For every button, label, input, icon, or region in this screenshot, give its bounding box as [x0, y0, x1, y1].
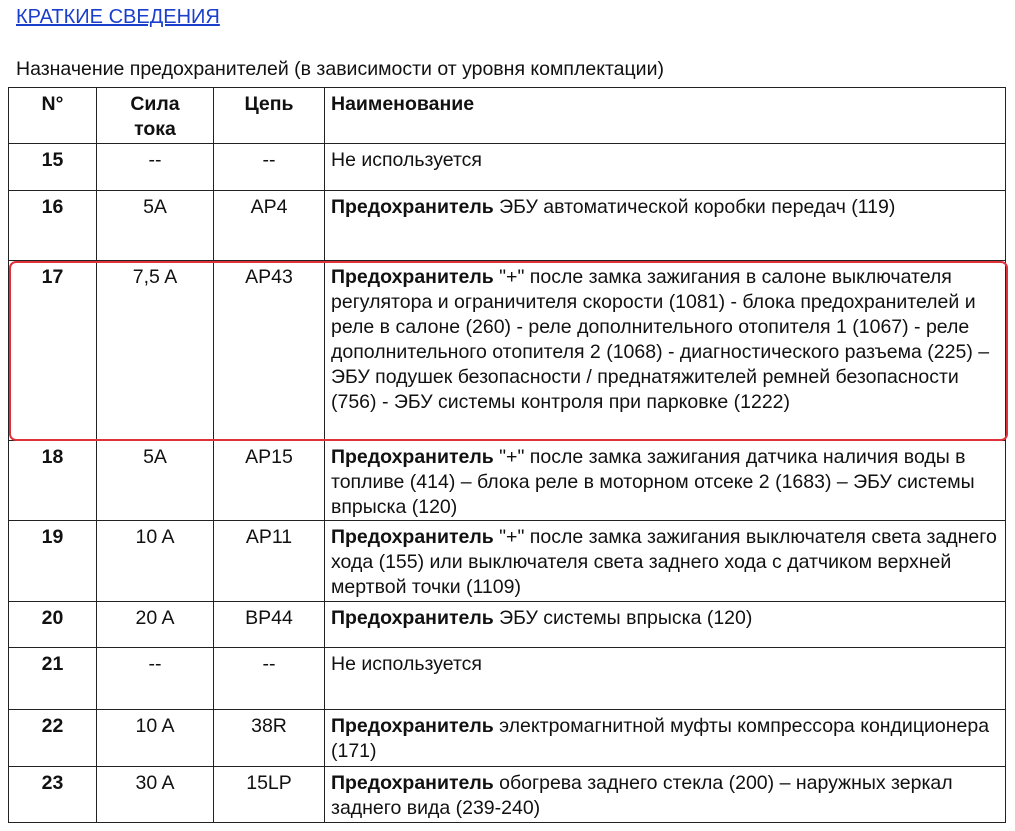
cell-name: [325, 767, 1006, 823]
cell-name-text: обогрева заднего стекла (200) – наружных зеркал заднего вида (239-240): [331, 772, 953, 819]
cell-circuit: 15LP: [214, 767, 325, 823]
cell-amperage: 20 A: [97, 602, 214, 648]
cell-amperage: 5A: [97, 191, 214, 261]
cell-amperage: --: [97, 648, 214, 710]
cell-no: 18: [9, 441, 97, 521]
cell-circuit: --: [214, 144, 325, 191]
table-row: [9, 648, 1006, 710]
cell-circuit: AP11: [214, 521, 325, 602]
summary-link[interactable]: КРАТКИЕ СВЕДЕНИЯ: [16, 6, 220, 28]
cell-name: [325, 144, 1006, 191]
cell-no: 19: [9, 521, 97, 602]
table-caption: Назначение предохранителей (в зависимости от уровня комплектации): [16, 58, 664, 80]
cell-name-text: "+" после замка зажигания выключателя света заднего хода (155) или выключателя света заднего хода с датчиком верхней мертвой точки (1109): [331, 526, 997, 598]
cell-name-bold: Предохранитель: [331, 526, 494, 548]
cell-no: 17: [9, 261, 97, 441]
cell-name-bold: Предохранитель: [331, 607, 494, 629]
cell-name-text: Не используется: [331, 149, 482, 171]
cell-amperage: 7,5 A: [97, 261, 214, 441]
cell-name: [325, 261, 1006, 441]
table-row: [9, 441, 1006, 521]
cell-no: 16: [9, 191, 97, 261]
cell-name-bold: Предохранитель: [331, 196, 494, 218]
cell-amperage: --: [97, 144, 214, 191]
cell-circuit: --: [214, 648, 325, 710]
cell-no: 20: [9, 602, 97, 648]
header-row: [9, 88, 1006, 144]
col-header-name: Наименование: [325, 88, 1006, 144]
cell-name-bold: Предохранитель: [331, 772, 494, 794]
col-header-amperage: [97, 88, 214, 144]
cell-name: [325, 521, 1006, 602]
cell-amperage: 30 A: [97, 767, 214, 823]
table-row: [9, 710, 1006, 767]
table-row: [9, 191, 1006, 261]
cell-no: 21: [9, 648, 97, 710]
cell-name-text: ЭБУ автоматической коробки передач (119): [493, 196, 896, 218]
col-header-no: N°: [9, 88, 97, 144]
cell-amperage: 10 A: [97, 521, 214, 602]
col-header-circuit: Цепь: [214, 88, 325, 144]
cell-name: [325, 710, 1006, 767]
cell-no: 22: [9, 710, 97, 767]
cell-no: 15: [9, 144, 97, 191]
table-row: [9, 144, 1006, 191]
cell-name-bold: Предохранитель: [331, 266, 494, 288]
table-row: [9, 767, 1006, 823]
cell-name: [325, 191, 1006, 261]
cell-name-text: Не используется: [331, 653, 482, 675]
col-header-amperage-line1: Сила: [130, 93, 180, 115]
cell-name: [325, 441, 1006, 521]
cell-name-bold: Предохранитель: [331, 446, 494, 468]
cell-amperage: 10 A: [97, 710, 214, 767]
cell-name-text: "+" после замка зажигания в салоне выключателя регулятора и ограничителя скорости (1081) - блока предохранителей и реле в салоне (260) - реле дополнительного отопителя 1 (1067) - реле дополнительного отопителя 2 (1068) - диагностического разъема (225) – ЭБУ подушек безопасности / преднатяжителей ремней безопасности (756) - ЭБУ системы контроля при парковке (1222): [331, 266, 990, 413]
cell-name-text: электромагнитной муфты компрессора кондиционера (171): [331, 715, 990, 762]
cell-name-text: ЭБУ системы впрыска (120): [493, 607, 753, 629]
cell-circuit: 38R: [214, 710, 325, 767]
table-row: [9, 602, 1006, 648]
cell-circuit: BP44: [214, 602, 325, 648]
cell-no: 23: [9, 767, 97, 823]
cell-name: [325, 602, 1006, 648]
cell-circuit: AP15: [214, 441, 325, 521]
cell-name-bold: Предохранитель: [331, 715, 494, 737]
cell-circuit: AP43: [214, 261, 325, 441]
fuse-table: [8, 87, 1006, 823]
table-row: [9, 261, 1006, 441]
cell-name-text: "+" после замка зажигания датчика наличия воды в топливе (414) – блока реле в моторном отсеке 2 (1683) – ЭБУ системы впрыска (120): [331, 446, 975, 518]
cell-circuit: AP4: [214, 191, 325, 261]
col-header-amperage-line2: тока: [134, 118, 176, 140]
cell-name: [325, 648, 1006, 710]
table-row: [9, 521, 1006, 602]
cell-amperage: 5A: [97, 441, 214, 521]
